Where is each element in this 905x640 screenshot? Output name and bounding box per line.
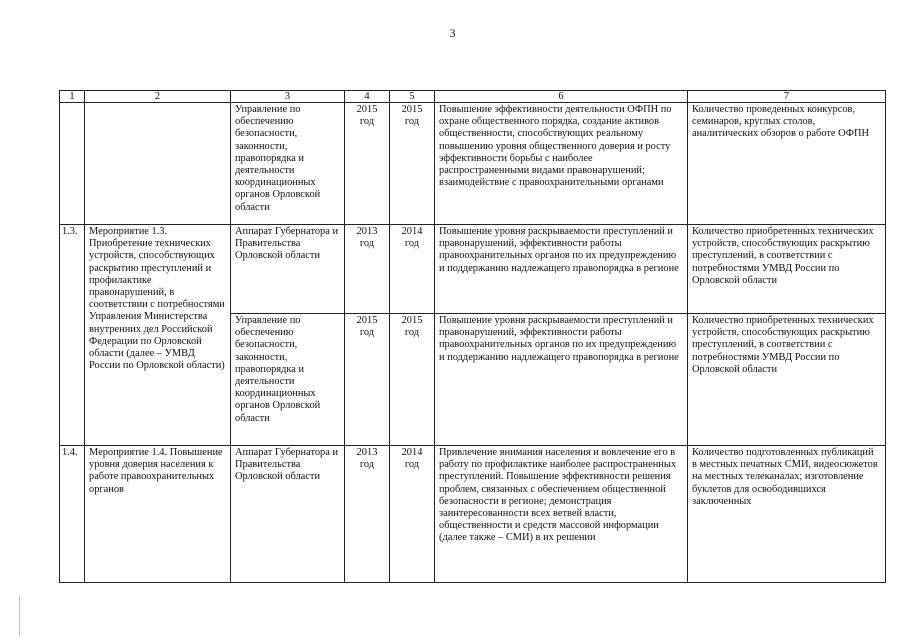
header-row [60, 91, 886, 103]
table-row [60, 446, 886, 583]
start-year-cell: 2013 год [345, 446, 390, 583]
scan-margin-mark [19, 596, 20, 636]
executor-cell: Аппарат Губернатора и Правительства Орловской области [231, 446, 345, 583]
start-year-cell: 2013 год [345, 225, 390, 314]
indicator-cell: Количество приобретенных технических устройств, способствующих раскрытию преступлений, в соответствии с потребностями УМВД России по Орловской области [688, 314, 886, 446]
expected-result-cell: Повышение уровня раскрываемости преступлений и правонарушений, эффективности работы правоохранительных органов по их предупреждению и поддержанию надлежащего правопорядка в регионе [435, 314, 688, 446]
start-year-cell: 2015 год [345, 314, 390, 446]
row-number-cell: 1.3. [60, 225, 85, 446]
end-year-cell: 2015 год [390, 314, 435, 446]
header-col-3: 3 [231, 91, 345, 103]
program-activities-table [59, 90, 886, 583]
indicator-cell: Количество приобретенных технических устройств, способствующих раскрытию преступлений, в соответствии с потребностями УМВД России по Орловской области [688, 225, 886, 314]
header-col-4: 4 [345, 91, 390, 103]
end-year-cell: 2014 год [390, 446, 435, 583]
activity-cell: Мероприятие 1.3. Приобретение технических устройств, способствующих раскрытию преступлений и профилактике правонарушений, в соответствии с потребностями Управления Министерства внутренних дел Российской Федерации по Орловской области (далее – УМВД России по Орловской области) [85, 225, 231, 446]
page-number: 3 [449, 26, 456, 40]
end-year-cell: 2015 год [390, 103, 435, 225]
expected-result-cell: Повышение уровня раскрываемости преступлений и правонарушений, эффективности работы правоохранительных органов по их предупреждению и поддержанию надлежащего правопорядка в регионе [435, 225, 688, 314]
row-number-cell: 1.4. [60, 446, 85, 583]
header-col-6: 6 [435, 91, 688, 103]
header-col-1: 1 [60, 91, 85, 103]
expected-result-cell: Повышение эффективности деятельности ОФПН по охране общественного порядка, создание активов общественности, способствующих реальному повышению уровня общественного доверия и росту эффективности борьбы с наиболее распространенными видами правонарушений; взаимодействие с правоохранительными органами [435, 103, 688, 225]
table-row [60, 225, 886, 314]
indicator-cell: Количество подготовленных публикаций в местных печатных СМИ, видеосюжетов на местных телеканалах; изготовление буклетов для освободившихся заключенных [688, 446, 886, 583]
header-col-2: 2 [85, 91, 231, 103]
end-year-cell: 2014 год [390, 225, 435, 314]
header-col-5: 5 [390, 91, 435, 103]
start-year-cell: 2015 год [345, 103, 390, 225]
indicator-cell: Количество проведенных конкурсов, семинаров, круглых столов, аналитических обзоров о работе ОФПН [688, 103, 886, 225]
expected-result-cell: Привлечение внимания населения и вовлечение его в работу по профилактике наиболее распространенных преступлений. Повышение эффективности решения проблем, связанных с обеспечением общественной безопасности в регионе; демонстрация заинтересованности всех ветвей власти, общественности и средств массовой информации (далее также – СМИ) в их решении [435, 446, 688, 583]
activity-cell: Мероприятие 1.4. Повышение уровня доверия населения к работе правоохранительных органов [85, 446, 231, 583]
table-row [60, 103, 886, 225]
executor-cell: Аппарат Губернатора и Правительства Орловской области [231, 225, 345, 314]
activity-cell [85, 103, 231, 225]
header-col-7: 7 [688, 91, 886, 103]
executor-cell: Управление по обеспечению безопасности, законности, правопорядка и деятельности координационных органов Орловской области [231, 103, 345, 225]
row-number-cell [60, 103, 85, 225]
executor-cell: Управление по обеспечению безопасности, законности, правопорядка и деятельности координационных органов Орловской области [231, 314, 345, 446]
